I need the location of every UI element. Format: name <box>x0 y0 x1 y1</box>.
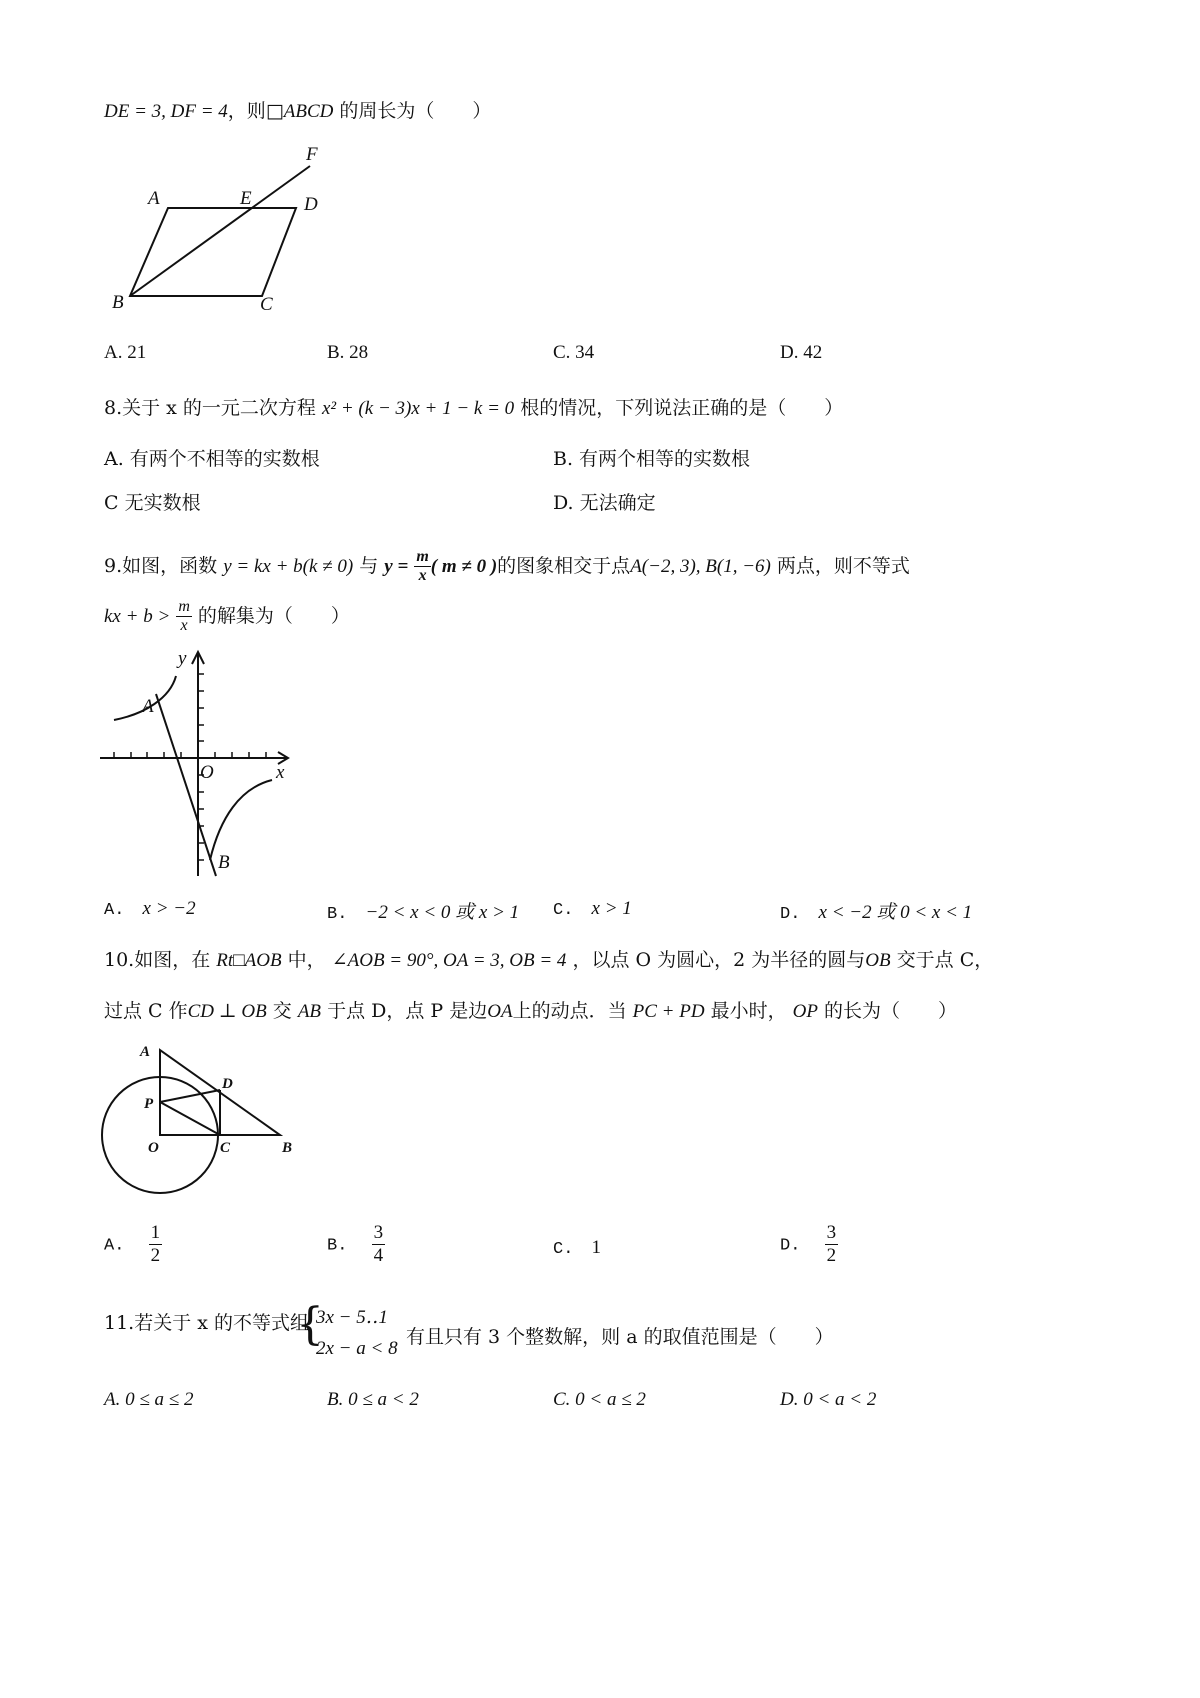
q8-option-a: A. 有两个不相等的实数根 <box>104 448 320 470</box>
q10-stem-line2: 过点 C 作CD ⊥ OB 交 AB 于点 D，点 P 是边OA上的动点．当 PC + PD 最小时， OP 的长为（ ） <box>104 1000 958 1022</box>
label-c: C <box>220 1140 231 1156</box>
q9-reciprocal-fraction: $\frac{m}{x}$ <box>416 548 429 585</box>
q10-option-d: D. $\frac{3}{2}$ <box>780 1222 837 1266</box>
parallelogram-symbol: □ <box>265 100 284 122</box>
q11-stem-after: 有且只有 3 个整数解，则 a 的取值范围是（ ） <box>406 1326 834 1348</box>
label-a: A <box>148 188 160 209</box>
q11-inequality-2: 2x − a < 8 <box>316 1338 398 1359</box>
label-a: A <box>142 696 154 717</box>
label-e: E <box>240 188 252 209</box>
q9-graph-figure <box>100 648 300 880</box>
q9-option-d: D. x < −2 或 0 < x < 1 <box>780 902 973 924</box>
label-o: O <box>200 762 214 783</box>
label-y: y <box>178 648 187 669</box>
label-d: D <box>222 1076 233 1092</box>
parallelogram-abcd <box>130 208 296 296</box>
label-b: B <box>218 852 230 873</box>
label-p: P <box>144 1096 154 1112</box>
label-a: A <box>140 1044 151 1060</box>
fraction: $\frac{3}{4}$ <box>373 1222 384 1266</box>
q11-inequality-1: 3x − 5‥1 <box>316 1307 388 1328</box>
label-b: B <box>112 292 124 313</box>
q7-option-b: B. 28 <box>327 342 369 363</box>
label-d: D <box>304 194 318 215</box>
segment-pd <box>160 1090 220 1102</box>
system-brace: { <box>296 1299 324 1350</box>
q7-stem: DE = 3, DF = 4，则□ABCD 的周长为（ ） <box>104 100 492 122</box>
q8-number: 8. <box>104 397 123 419</box>
line-ab <box>156 694 216 876</box>
q8-option-b: B. 有两个相等的实数根 <box>553 448 751 470</box>
q8-option-d: D. 无法确定 <box>553 492 656 514</box>
q10-circle-figure <box>100 1040 310 1200</box>
label-f: F <box>306 144 318 165</box>
q9-option-a: A. x > −2 <box>104 898 196 920</box>
q11-option-b: B. 0 ≤ a < 2 <box>327 1389 419 1410</box>
label-b: B <box>282 1140 293 1156</box>
q9-stem-line1: 9.如图，函数 y = kx + b(k ≠ 0) 与 y = $\frac{m}{x}$ ( m ≠ 0 )的图象相交于点A(−2, 3), B(1, −6) 两点，则不等式 <box>104 548 910 585</box>
label-o: O <box>148 1140 159 1156</box>
q8-stem: 8.关于 x 的一元二次方程 x² + (k − 3)x + 1 − k = 0 根的情况，下列说法正确的是（ ） <box>104 397 844 419</box>
q9-stem-line2: kx + b > $\frac{m}{x}$ 的解集为（ ） <box>104 598 350 635</box>
q10-option-b: B. $\frac{3}{4}$ <box>327 1222 384 1266</box>
fraction: $\frac{1}{2}$ <box>150 1222 161 1266</box>
q7-option-c: C. 34 <box>553 342 595 363</box>
q9-inequality-fraction: $\frac{m}{x}$ <box>178 598 190 635</box>
hyperbola-branch-right <box>210 780 272 860</box>
q10-stem-line1: 10.如图，在 Rt□AOB 中， ∠AOB = 90°, OA = 3, OB = 4 ，以点 O 为圆心，2 为半径的圆与OB 交于点 C， <box>104 949 994 971</box>
q7-option-a: A. 21 <box>104 342 147 363</box>
q11-option-a: A. 0 ≤ a ≤ 2 <box>104 1389 194 1410</box>
q7-stem-math: DE = 3, DF = 4 <box>104 101 228 122</box>
q9-number: 9. <box>104 554 123 577</box>
q11-option-c: C. 0 < a ≤ 2 <box>553 1389 646 1410</box>
q10-option-c: C. 1 <box>553 1237 602 1259</box>
q11-stem: 11.若关于 x 的不等式组 <box>104 1312 310 1334</box>
q11-option-d: D. 0 < a < 2 <box>780 1389 877 1410</box>
q7-option-d: D. 42 <box>780 342 823 363</box>
label-c: C <box>260 294 273 315</box>
fraction: $\frac{3}{2}$ <box>826 1222 837 1266</box>
q7-parallelogram-figure <box>100 140 360 340</box>
q9-option-c: C. x > 1 <box>553 898 632 920</box>
q11-number: 11. <box>104 1312 135 1334</box>
label-x: x <box>276 762 285 783</box>
axis-ticks <box>114 674 266 860</box>
q10-option-a: A. $\frac{1}{2}$ <box>104 1222 161 1266</box>
q9-option-b: B. −2 < x < 0 或 x > 1 <box>327 902 520 924</box>
q10-number: 10. <box>104 949 135 971</box>
q8-option-c: C 无实数根 <box>104 492 201 514</box>
q8-equation: x² + (k − 3)x + 1 − k = 0 <box>321 398 515 419</box>
